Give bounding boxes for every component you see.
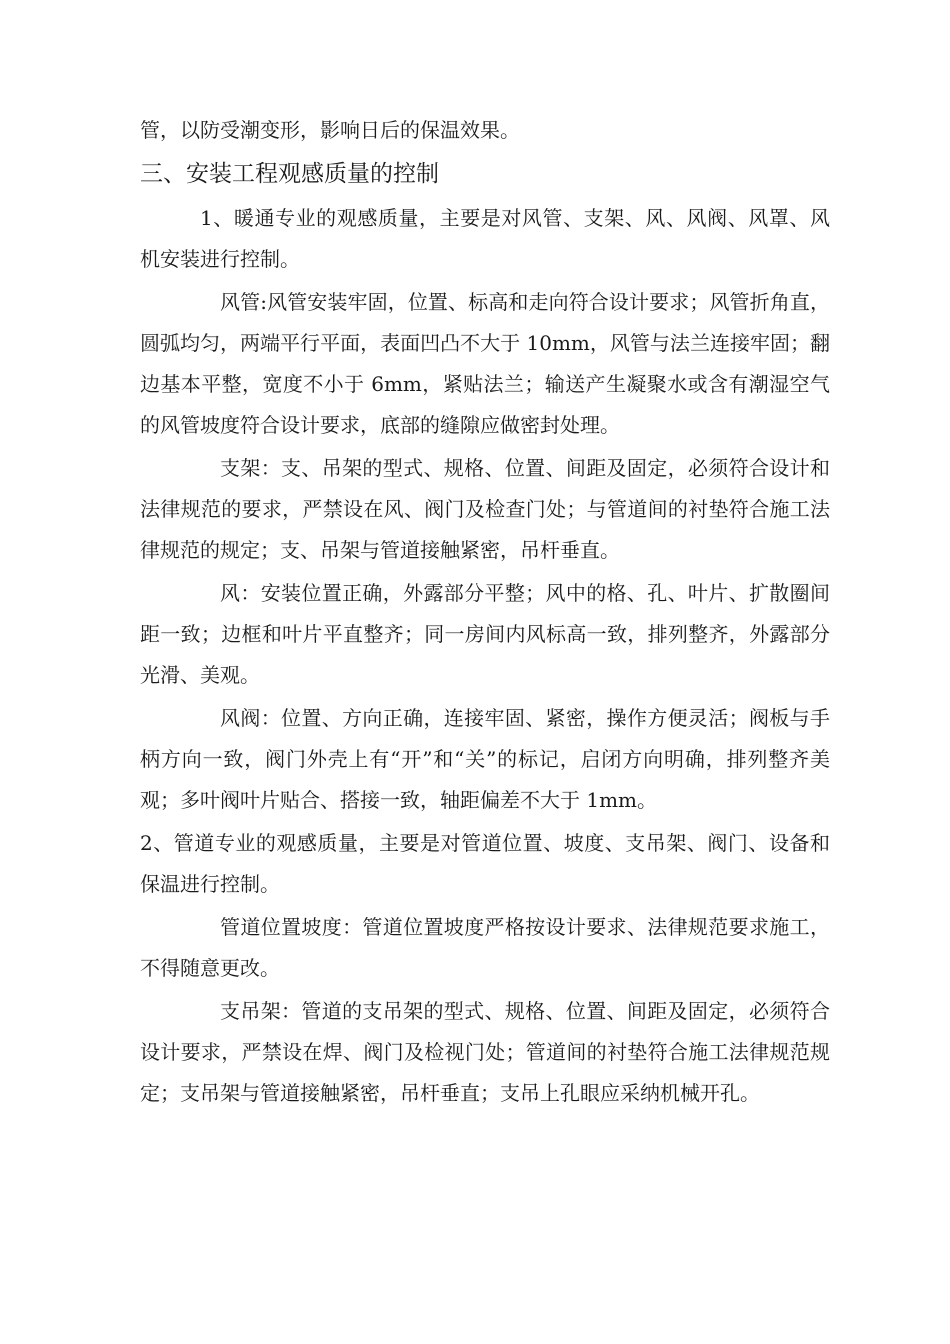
paragraph-piping-intro: 2、管道专业的观感质量，主要是对管道位置、坡度、支吊架、阀门、设备和保温进行控制。	[140, 831, 830, 896]
paragraph-vent: 风：安装位置正确，外露部分平整；风中的格、孔、叶片、扩散圈间距一致；边框和叶片平直整齐；同一房间内风标高一致，排列整齐，外露部分光滑、美观。	[140, 581, 830, 687]
paragraph-pipe-position: 管道位置坡度：管道位置坡度严格按设计要求、法律规范要求施工，不得随意更改。	[140, 915, 830, 980]
paragraph-damper: 风阀：位置、方向正确，连接牢固、紧密，操作方便灵活；阀板与手柄方向一致，阀门外壳上有“开”和“关”的标记，启闭方向明确，排列整齐美观；多叶阀叶片贴合、搭接一致，轴距偏差不大于 1mm。	[140, 706, 830, 812]
paragraph-duct: 风管:风管安装牢固，位置、标高和走向符合设计要求；风管折角直，圆弧均匀，两端平行平面，表面凹凸不大于 10mm，风管与法兰连接牢固；翻边基本平整，宽度不小于 6mm，紧贴法兰；输送产生凝聚水或含有潮湿空气的风管坡度符合设计要求，底部的缝隙应做密封处理。	[140, 290, 830, 437]
section-heading: 三、安装工程观感质量的控制	[140, 161, 439, 187]
paragraph-continuation: 管，以防受潮变形，影响日后的保温效果。	[140, 118, 520, 142]
paragraph-support: 支架：支、吊架的型式、规格、位置、间距及固定，必须符合设计和法律规范的要求，严禁设在风、阀门及检查门处；与管道间的衬垫符合施工法律规范的规定；支、吊架与管道接触紧密，吊杆垂直。	[140, 456, 830, 562]
document-body	[140, 110, 830, 1116]
paragraph-pipe-support: 支吊架：管道的支吊架的型式、规格、位置、间距及固定，必须符合设计要求，严禁设在焊、阀门及检视门处；管道间的衬垫符合施工法律规范规定；支吊架与管道接触紧密，吊杆垂直；支吊上孔眼应采纳机械开孔。	[140, 999, 830, 1105]
paragraph-hvac-intro: 1、暖通专业的观感质量，主要是对风管、支架、风、风阀、风罩、风机安装进行控制。	[140, 206, 830, 271]
